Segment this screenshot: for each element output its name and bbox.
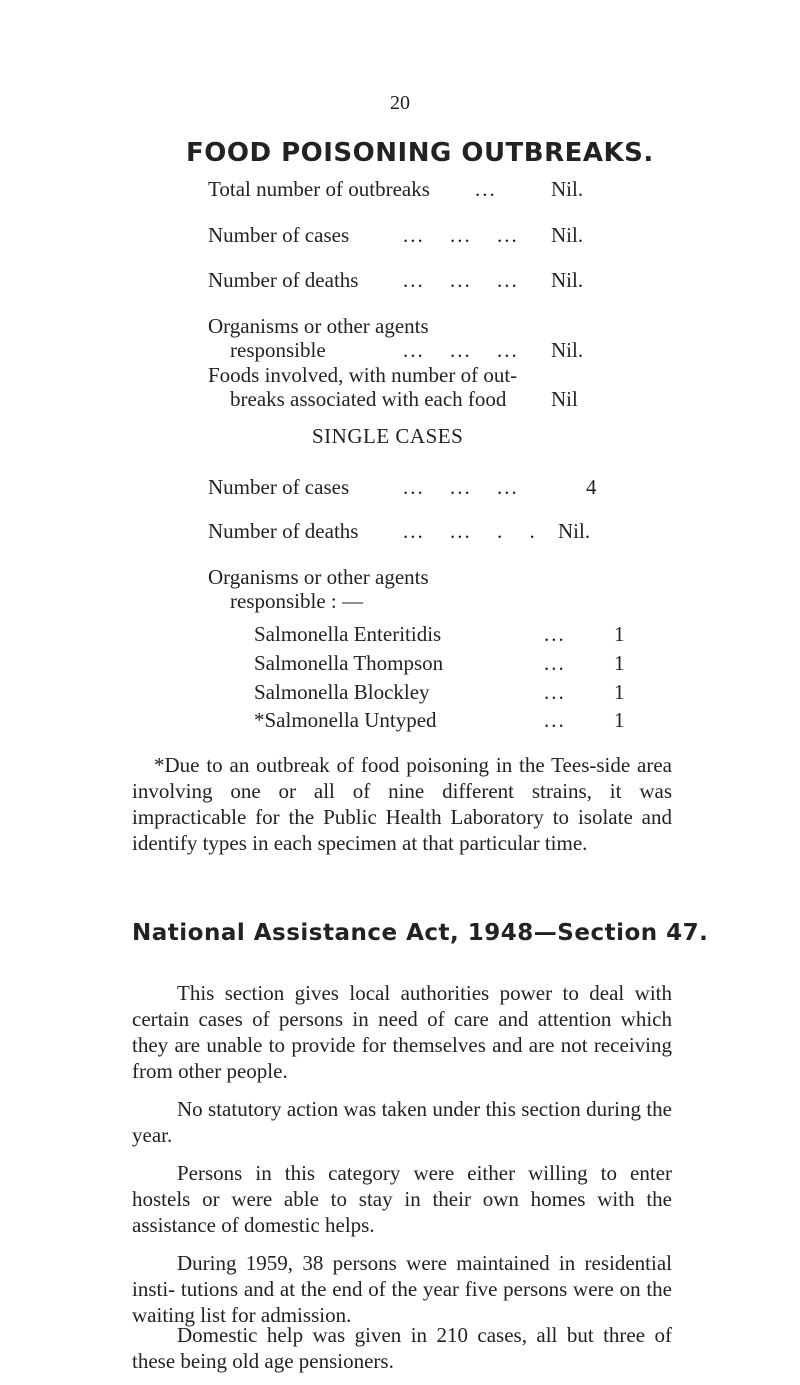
organism-count: 1 bbox=[614, 680, 625, 704]
row-label: Total number of outbreaks bbox=[208, 177, 430, 201]
organism-leader: ... bbox=[544, 622, 566, 646]
organism-name: Salmonella Enteritidis bbox=[254, 622, 442, 646]
paragraph: Persons in this category were either willing to enter hostels or were able to stay in their own homes with the assistance of domestic helps. bbox=[132, 1161, 672, 1237]
row-label-continued: responsible : — bbox=[230, 589, 363, 613]
organism-count: 1 bbox=[614, 622, 625, 646]
row-value: Nil. bbox=[551, 223, 584, 247]
row-leader: ... ... ... bbox=[403, 223, 519, 247]
single-cases-title: SINGLE CASES bbox=[312, 424, 464, 448]
row-value: Nil. bbox=[551, 338, 584, 362]
organism-leader: ... bbox=[544, 680, 566, 704]
organism-count: 1 bbox=[614, 651, 625, 675]
footnote: *Due to an outbreak of food poisoning in the Tees-side area involving one or all of nine different strains, it was impracticable for the Public Health Laboratory to isolate and identify types in each specimen at that particular time. bbox=[132, 753, 672, 855]
paragraph: During 1959, 38 persons were maintained in residential insti- tutions and at the end of the year five persons were on the waiting list for admission. bbox=[132, 1251, 672, 1327]
row-leader: ... ... . . bbox=[403, 519, 537, 543]
row-label-continued: responsible bbox=[230, 338, 326, 362]
row-leader: ... ... ... bbox=[403, 338, 519, 362]
row-label: Foods involved, with number of out- bbox=[208, 363, 518, 387]
row-label: Number of cases bbox=[208, 475, 350, 499]
row-value: Nil. bbox=[551, 177, 584, 201]
foods-row bbox=[208, 362, 608, 414]
organism-leader: ... bbox=[544, 651, 566, 675]
row-leader: ... bbox=[475, 177, 497, 201]
row-label: Number of cases bbox=[208, 223, 350, 247]
row-label: Organisms or other agents bbox=[208, 565, 429, 589]
row-label: Organisms or other agents bbox=[208, 314, 429, 338]
paragraph: Domestic help was given in 210 cases, all but three of these being old age pensioners. bbox=[132, 1323, 672, 1373]
row-leader: ... ... ... bbox=[403, 475, 519, 499]
row-value: 4 bbox=[586, 475, 597, 499]
section-heading: National Assistance Act, 1948—Section 47. bbox=[132, 920, 709, 946]
single-organisms-row bbox=[208, 564, 608, 616]
organism-name: Salmonella Blockley bbox=[254, 680, 430, 704]
page-number: 20 bbox=[390, 92, 410, 114]
organism-name: *Salmonella Untyped bbox=[254, 708, 437, 732]
row-value: Nil. bbox=[551, 268, 584, 292]
organism-count: 1 bbox=[614, 708, 625, 732]
organism-leader: ... bbox=[544, 708, 566, 732]
row-label: Number of deaths bbox=[208, 268, 359, 292]
row-value: Nil bbox=[551, 387, 578, 411]
organisms-row bbox=[208, 313, 608, 365]
row-leader: ... ... ... bbox=[403, 268, 519, 292]
row-label: Number of deaths bbox=[208, 519, 359, 543]
organism-name: Salmonella Thompson bbox=[254, 651, 444, 675]
paragraph: No statutory action was taken under this section during the year. bbox=[132, 1097, 672, 1147]
page-title: FOOD POISONING OUTBREAKS. bbox=[186, 138, 654, 168]
row-label-continued: breaks associated with each food bbox=[230, 387, 507, 411]
row-value: Nil. bbox=[558, 519, 591, 543]
paragraph: This section gives local authorities power to deal with certain cases of persons in need of care and attention which they are unable to provide for themselves and are not receiving from other people. bbox=[132, 981, 672, 1083]
